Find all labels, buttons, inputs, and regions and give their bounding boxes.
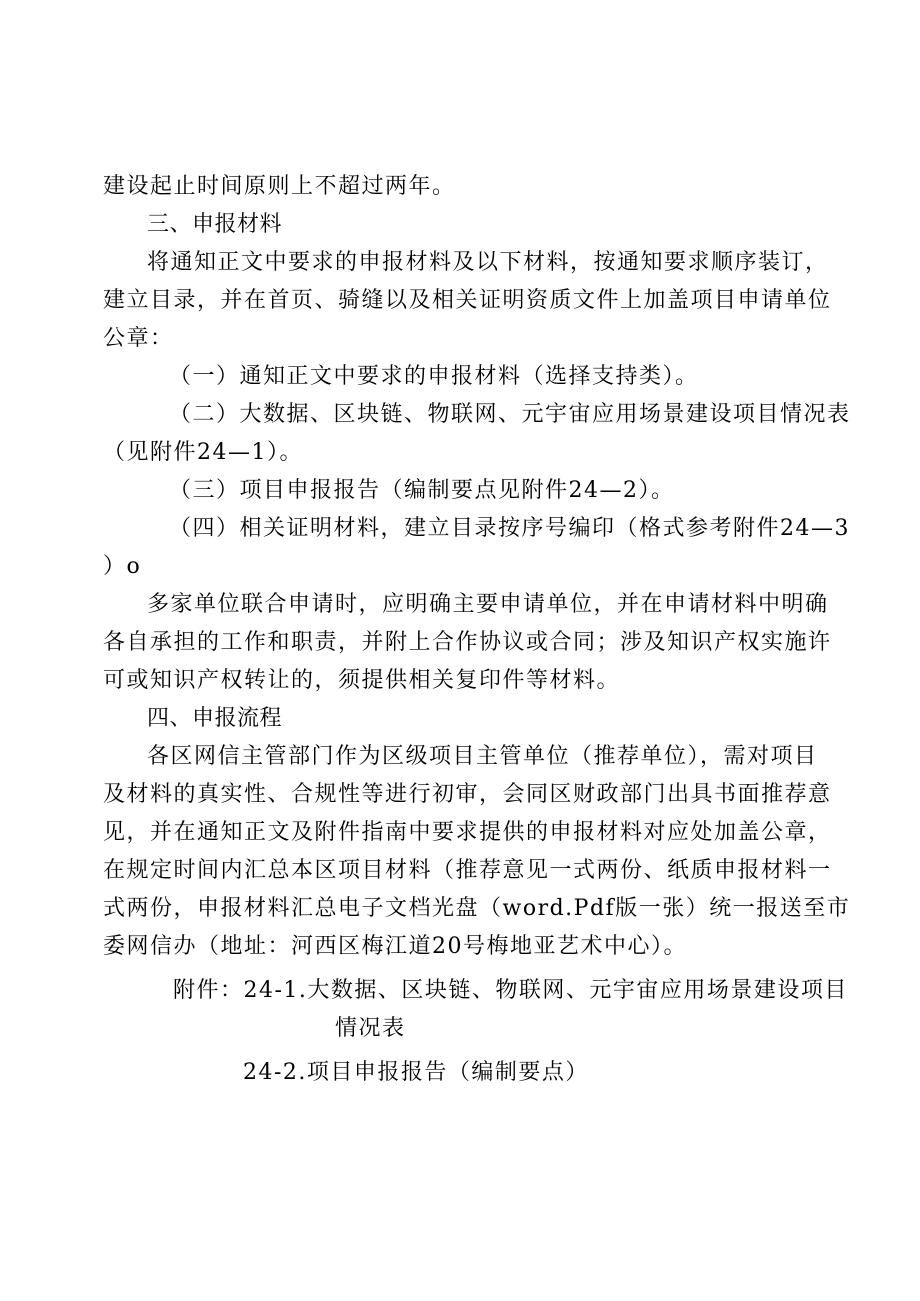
document-page: [103, 168, 851, 1092]
paragraph-line: 多家单位联合申请时，应明确主要申请单位，并在申请材料中明确: [147, 592, 829, 617]
list-item-4: （四）相关证明材料，建立目录按序号编印（格式参考附件24—3: [169, 516, 850, 541]
paragraph-line: 将通知正文中要求的申报材料及以下材料，按通知要求顺序装订，: [147, 250, 829, 275]
paragraph-line: 可或知识产权转让的，须提供相关复印件等材料。: [103, 668, 621, 693]
paragraph-line: 建立目录，并在首页、骑缝以及相关证明资质文件上加盖项目申请单位: [103, 288, 832, 313]
paragraph-line: 式两份，申报材料汇总电子文档光盘（word.Pdf版一张）统一报送至市: [103, 896, 851, 921]
attachment-1-continued: 情况表: [335, 1016, 406, 1041]
paragraph-line: 公章：: [103, 326, 174, 351]
paragraph-line: 各区网信主管部门作为区级项目主管单位（推荐单位），需对项目: [147, 744, 818, 769]
section-heading-process: 四、申报流程: [147, 706, 283, 731]
list-item-1: （一）通知正文中要求的申报材料（选择支持类）。: [169, 364, 699, 389]
paragraph-line: 建设起止时间原则上不超过两年。: [103, 174, 456, 199]
paragraph-line: 委网信办（地址：河西区梅江道20号梅地亚艺术中心）。: [103, 934, 687, 959]
paragraph-line: （见附件24—1）。: [103, 440, 303, 465]
paragraph-line: ）o: [103, 554, 142, 579]
list-item-2: （二）大数据、区块链、物联网、元宇宙应用场景建设项目情况表: [169, 402, 851, 427]
paragraph-line: 及材料的真实性、合规性等进行初审，会同区财政部门出具书面推荐意: [103, 782, 832, 807]
attachment-2: 24-2.项目申报报告（编制要点）: [243, 1060, 589, 1085]
paragraph-line: 在规定时间内汇总本区项目材料（推荐意见一式两份、纸质申报材料一: [103, 858, 832, 883]
attachment-1: 附件：24-1.大数据、区块链、物联网、元宇宙应用场景建设项目: [173, 978, 848, 1003]
list-item-3: （三）项目申报报告（编制要点见附件24—2）。: [169, 478, 675, 503]
paragraph-line: 见，并在通知正文及附件指南中要求提供的申报材料对应处加盖公章，: [103, 820, 832, 845]
section-heading-materials: 三、申报材料: [147, 212, 283, 237]
paragraph-line: 各自承担的工作和职责，并附上合作协议或合同；涉及知识产权实施许: [103, 630, 832, 655]
